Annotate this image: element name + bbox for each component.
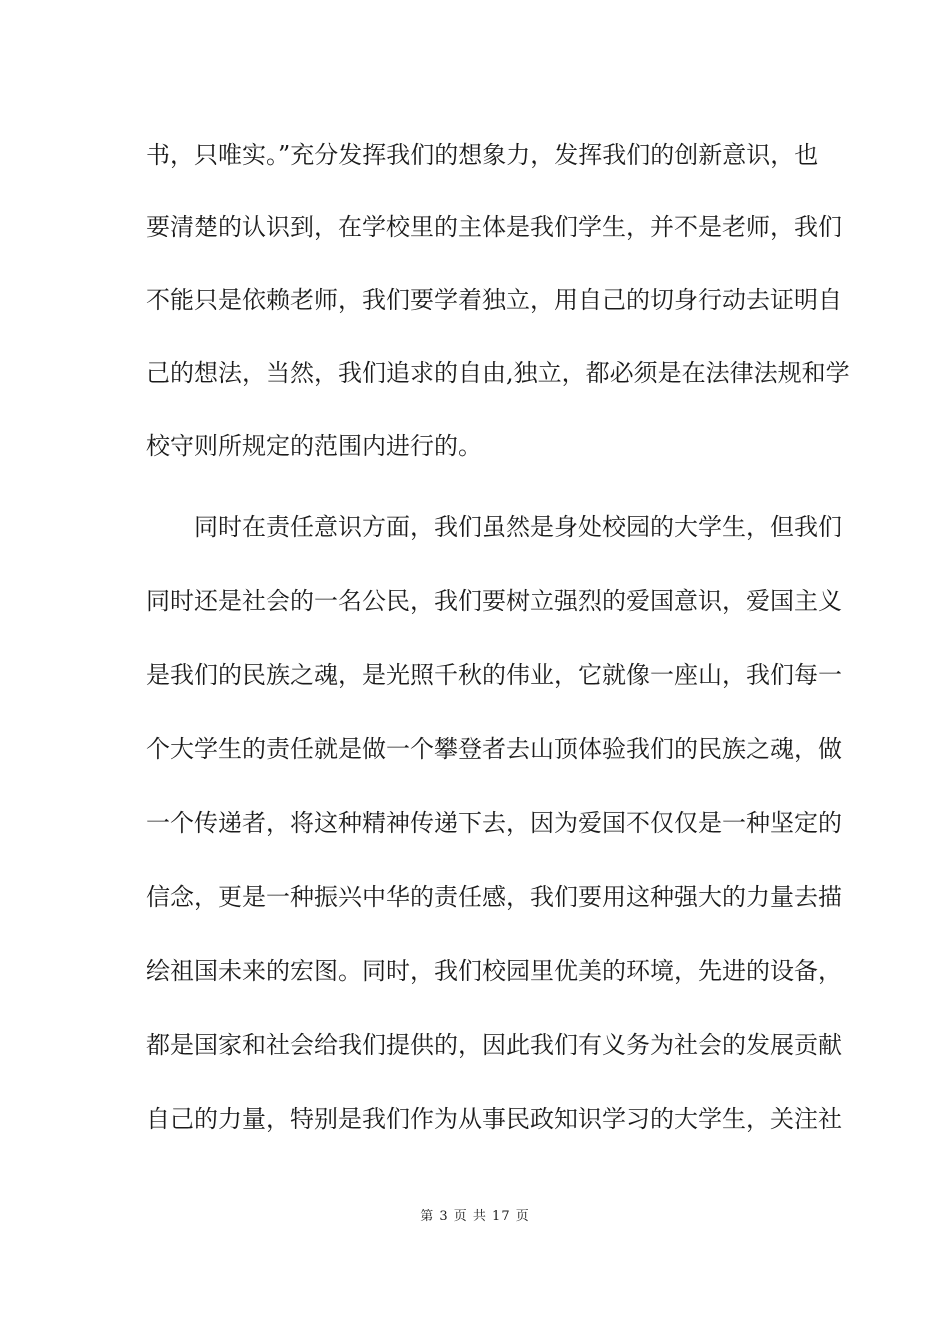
text-line-2: 要清楚的认识到，在学校里的主体是我们学生，并不是老师，我们 [146, 213, 842, 241]
text-line-13: 都是国家和社会给我们提供的，因此我们有义务为社会的发展贡献 [146, 1031, 842, 1059]
text-line-5: 校守则所规定的范围内进行的。 [146, 432, 482, 460]
page-number-footer: 第 3 页 共 17 页 [420, 1209, 530, 1224]
text-line-12: 绘祖国未来的宏图。同时，我们校园里优美的环境，先进的设备， [146, 957, 842, 985]
text-line-11: 信念，更是一种振兴中华的责任感，我们要用这种强大的力量去描 [146, 883, 842, 911]
text-line-6: 同时在责任意识方面，我们虽然是身处校园的大学生，但我们 [194, 513, 842, 541]
text-line-3: 不能只是依赖老师，我们要学着独立，用自己的切身行动去证明自 [146, 286, 842, 314]
text-line-10: 一个传递者，将这种精神传递下去，因为爱国不仅仅是一种坚定的 [146, 809, 842, 837]
text-line-9: 个大学生的责任就是做一个攀登者去山顶体验我们的民族之魂，做 [146, 735, 842, 763]
text-line-1: 书，只唯实。”充分发挥我们的想象力，发挥我们的创新意识，也 [146, 141, 819, 169]
text-line-7: 同时还是社会的一名公民，我们要树立强烈的爱国意识，爱国主义 [146, 587, 842, 615]
text-line-4: 己的想法，当然，我们追求的自由,独立，都必须是在法律法规和学 [146, 359, 850, 387]
text-line-8: 是我们的民族之魂，是光照千秋的伟业，它就像一座山，我们每一 [146, 661, 842, 689]
text-line-14: 自己的力量，特别是我们作为从事民政知识学习的大学生，关注社 [146, 1105, 842, 1133]
